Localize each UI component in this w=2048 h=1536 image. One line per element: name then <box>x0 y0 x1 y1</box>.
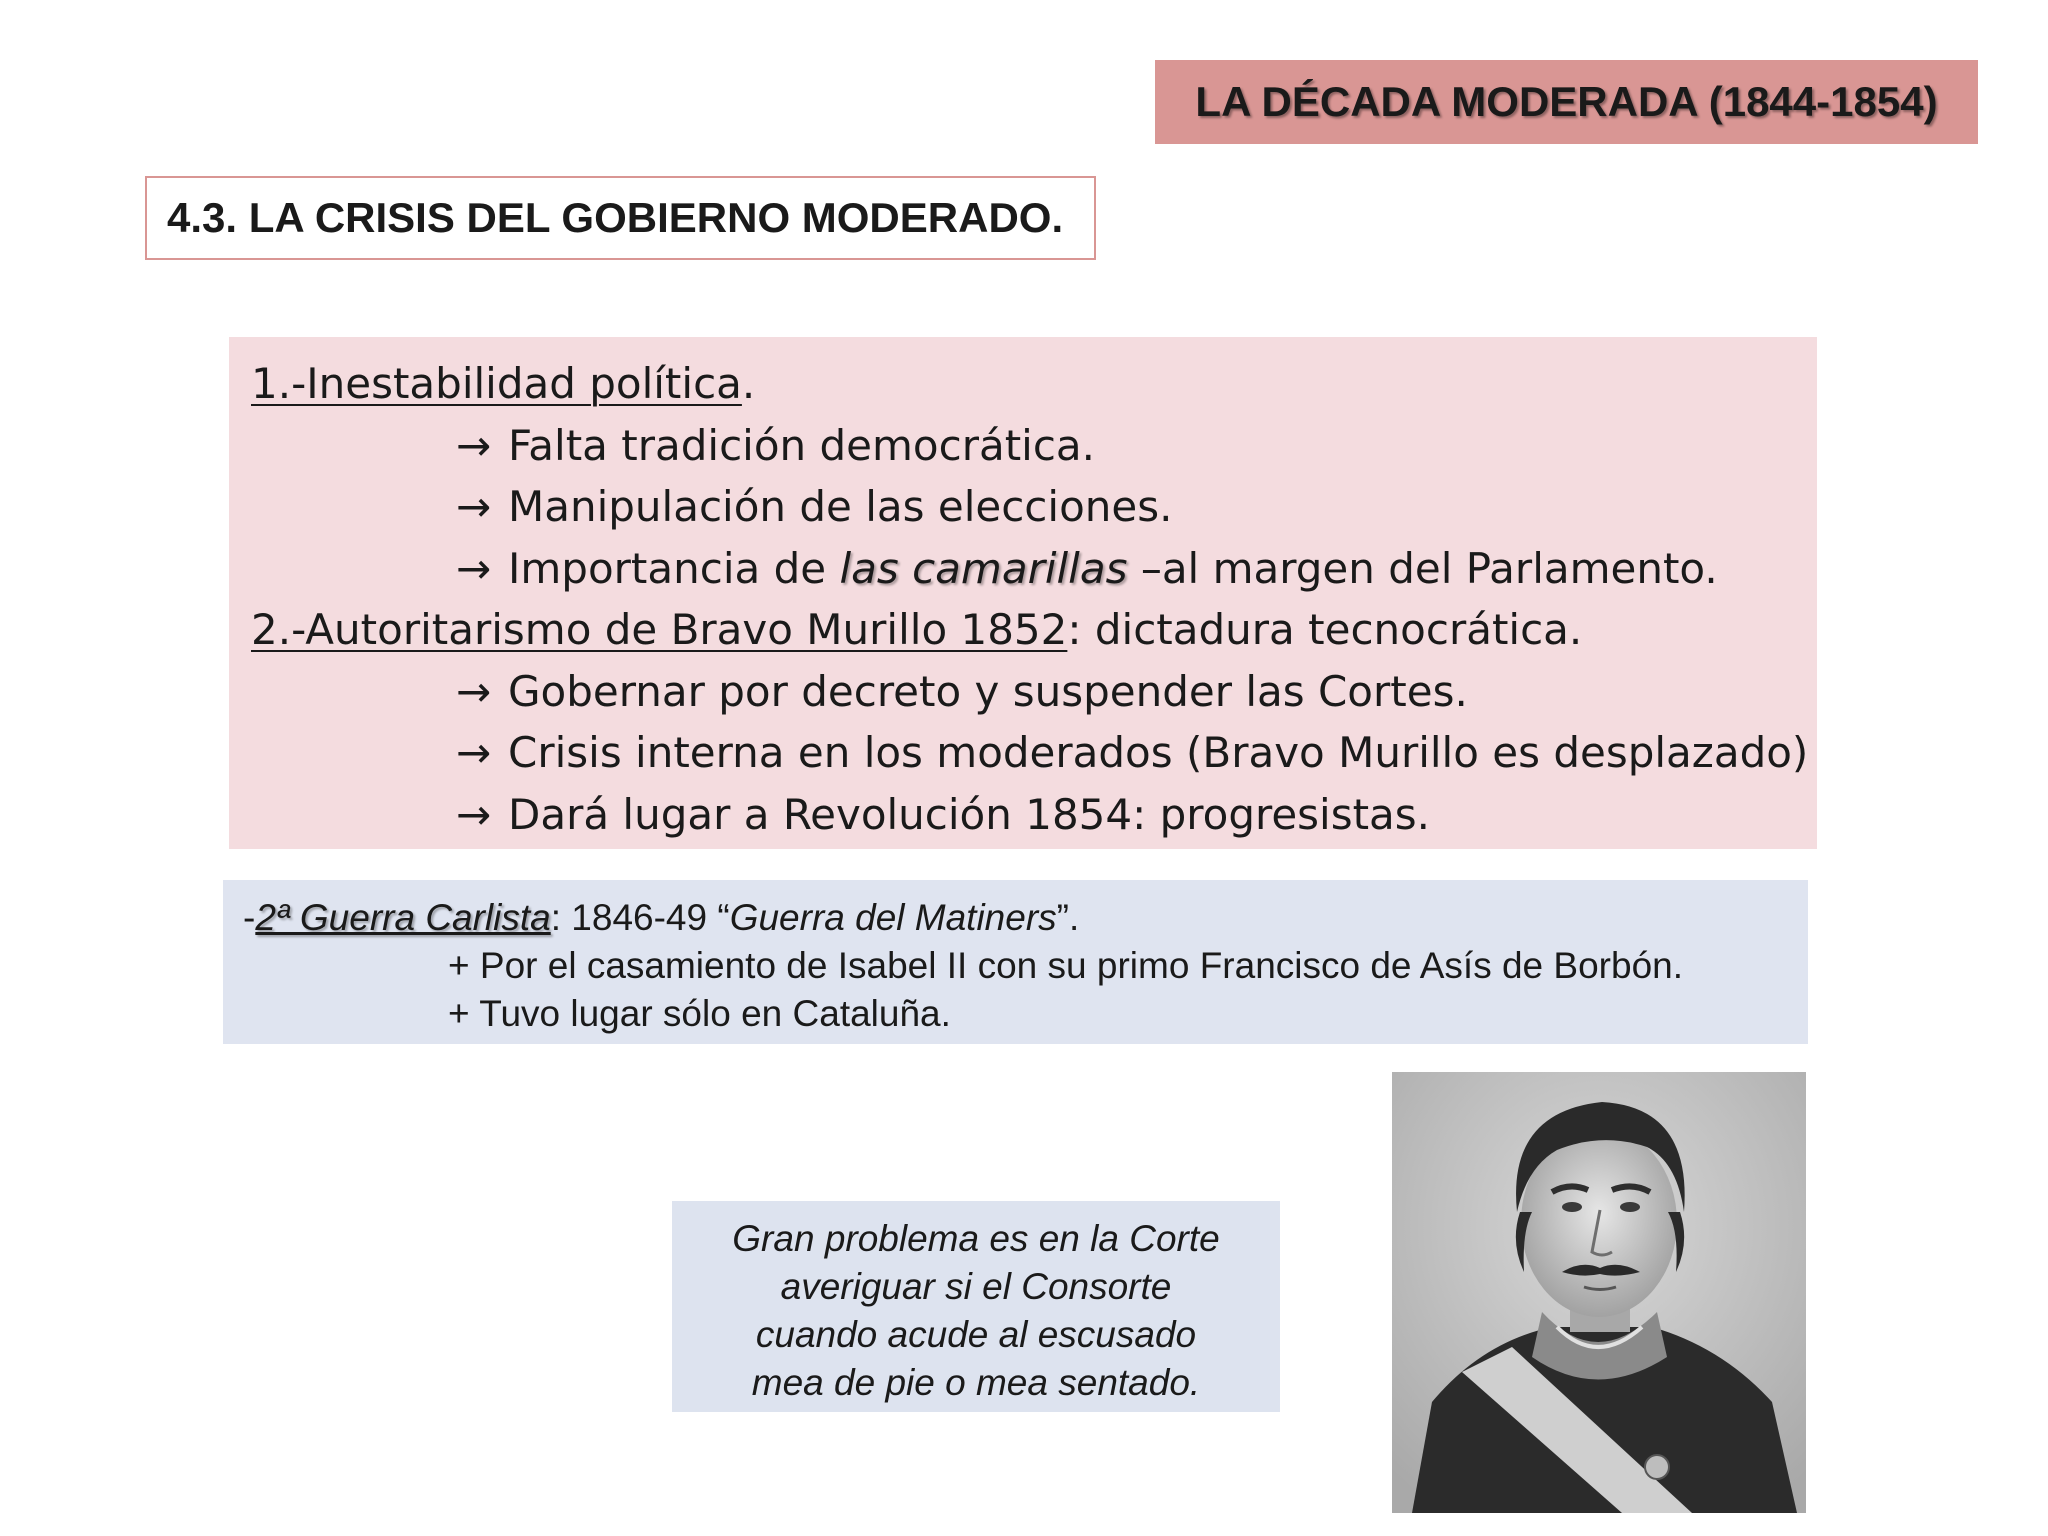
point-2-item <box>251 661 1817 723</box>
section-title: 4.3. LA CRISIS DEL GOBIERNO MODERADO. <box>145 176 1096 260</box>
carlist-heading-line <box>243 894 1808 942</box>
carlist-end: ”. <box>1056 897 1080 938</box>
point-1-item <box>251 476 1817 538</box>
carlist-heading: 2ª Guerra Carlista <box>255 897 551 938</box>
point-2-item <box>251 722 1817 784</box>
carlist-war-box <box>223 880 1808 1044</box>
carlist-item: + Tuvo lugar sólo en Cataluña. <box>448 993 951 1034</box>
point-1-suffix: . <box>741 359 756 408</box>
carlist-dash: - <box>243 897 256 938</box>
crisis-points-box <box>229 337 1817 849</box>
point-2-suffix: : dictadura tecnocrática. <box>1067 605 1583 654</box>
satirical-verse-box <box>672 1201 1280 1412</box>
verse-line: cuando acude al escusado <box>755 1314 1197 1355</box>
verse-line: mea de pie o mea sentado. <box>751 1362 1201 1403</box>
portrait-photo <box>1392 1072 1806 1513</box>
point-2-heading: 2.-Autoritarismo de Bravo Murillo 1852 <box>251 605 1068 654</box>
arrow-right-icon: → <box>456 728 492 777</box>
point-1-item-text: Manipulación de las elecciones. <box>508 482 1173 531</box>
camarillas-emphasis: las camarillas <box>839 543 1128 593</box>
slide-header-title: LA DÉCADA MODERADA (1844-1854) <box>1155 60 1978 144</box>
verse-line: Gran problema es en la Corte <box>732 1218 1220 1259</box>
carlist-dates: : 1846-49 “ <box>550 897 730 938</box>
point-1-item-text: Falta tradición democrática. <box>508 420 1096 470</box>
portrait-illustration <box>1392 1072 1806 1513</box>
point-2-item-text: Gobernar por decreto y suspender las Cortes. <box>508 666 1468 716</box>
point-1-heading: 1.-Inestabilidad política <box>251 359 742 408</box>
carlist-war-name: Guerra del Matiners <box>729 897 1057 938</box>
arrow-right-icon: → <box>456 543 492 593</box>
verse-line: averiguar si el Consorte <box>780 1266 1172 1307</box>
point-1-item <box>251 538 1817 600</box>
arrow-right-icon: → <box>456 420 492 470</box>
point-1-item <box>251 415 1817 477</box>
point-2-item-text: Crisis interna en los moderados (Bravo Murillo es desplazado) <box>508 728 1809 777</box>
point-2-line <box>251 599 1817 661</box>
point-1-line <box>251 353 1817 415</box>
point-1-item-text: Importancia de <box>508 543 840 593</box>
arrow-right-icon: → <box>456 666 492 716</box>
arrow-right-icon: → <box>456 482 492 531</box>
carlist-item: + Por el casamiento de Isabel II con su primo Francisco de Asís de Borbón. <box>448 945 1684 986</box>
point-1-item-text: –al margen del Parlamento. <box>1127 543 1718 593</box>
point-2-item-text: Dará lugar a Revolución 1854: progresistas. <box>508 789 1431 839</box>
arrow-right-icon: → <box>456 789 492 839</box>
point-2-item <box>251 784 1817 846</box>
